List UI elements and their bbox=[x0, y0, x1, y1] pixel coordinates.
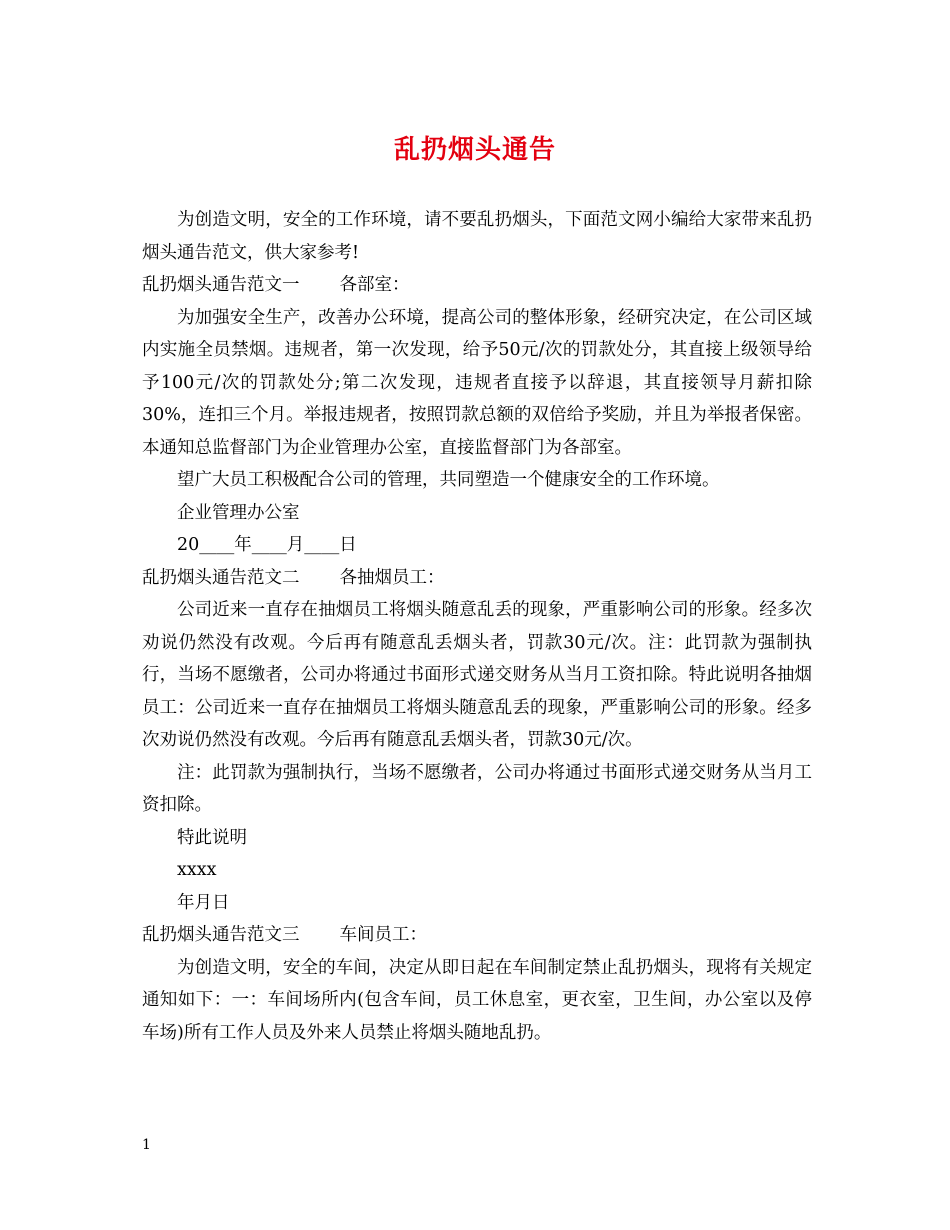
page-number: 1 bbox=[142, 1137, 151, 1153]
sample1-signer: 企业管理办公室 bbox=[177, 502, 300, 523]
sample1-heading: 乱扔烟头通告范文一 bbox=[142, 275, 300, 295]
sample2-closing: 特此说明 bbox=[177, 827, 247, 848]
sample2-signer: xxxx bbox=[177, 860, 217, 880]
document-body bbox=[142, 204, 812, 1049]
sample1-closing: 望广大员工积极配合公司的管理，共同塑造一个健康安全的工作环境。 bbox=[177, 470, 720, 490]
sample2-heading: 乱扔烟头通告范文二 bbox=[142, 567, 300, 588]
sample2-body: 公司近来一直存在抽烟员工将烟头随意乱丢的现象，严重影响公司的形象。经多次劝说仍然没有改观。今后再有随意乱丢烟头者，罚款30元/次。注：此罚款为强制执行，当场不愿缴者，公司办将通过书面形式递交财务从当月工资扣除。特此说明各抽烟员工：公司近来一直存在抽烟员工将烟头随意乱丢的现象，严重影响公司的形象。经多次劝说仍然没有改观。今后再有随意乱丢烟头者，罚款30元/次。 bbox=[142, 600, 812, 750]
document-title: 乱扔烟头通告 bbox=[393, 135, 556, 165]
sample3-recipient: 车间员工： bbox=[339, 925, 427, 945]
sample2-heading-line bbox=[142, 562, 812, 595]
sample2-date: 年月日 bbox=[177, 892, 230, 913]
sample3-heading: 乱扔烟头通告范文三 bbox=[142, 925, 300, 945]
sample1-date: 20____年____月____日 bbox=[177, 535, 357, 555]
sample1-recipient: 各部室： bbox=[339, 275, 410, 295]
sample1-body: 为加强安全生产，改善办公环境，提高公司的整体形象，经研究决定，在公司区域内实施全员禁烟。违规者，第一次发现，给予50元/次的罚款处分，其直接上级领导给予100元/次的罚款处分;第二次发现，违规者直接予以辞退，其直接领导月薪扣除30%，连扣三个月。举报违规者，按照罚款总额的双倍给予奖励，并且为举报者保密。本通知总监督部门为企业管理办公室，直接监督部门为各部室。 bbox=[142, 307, 812, 458]
sample2-note: 注：此罚款为强制执行，当场不愿缴者，公司办将通过书面形式递交财务从当月工资扣除。 bbox=[142, 762, 812, 815]
sample3-body: 为创造文明，安全的车间，决定从即日起在车间制定禁止乱扔烟头，现将有关规定通知如下：一：车间场所内(包含车间，员工休息室，更衣室，卫生间，办公室以及停车场)所有工作人员及外来人员禁止将烟头随地乱扔。 bbox=[142, 957, 812, 1043]
sample2-recipient: 各抽烟员工： bbox=[339, 567, 445, 588]
sample1-heading-line bbox=[142, 269, 812, 302]
intro-paragraph: 为创造文明，安全的工作环境，请不要乱扔烟头，下面范文网小编给大家带来乱扔烟头通告范文，供大家参考! bbox=[142, 210, 812, 263]
sample3-heading-line bbox=[142, 919, 812, 952]
